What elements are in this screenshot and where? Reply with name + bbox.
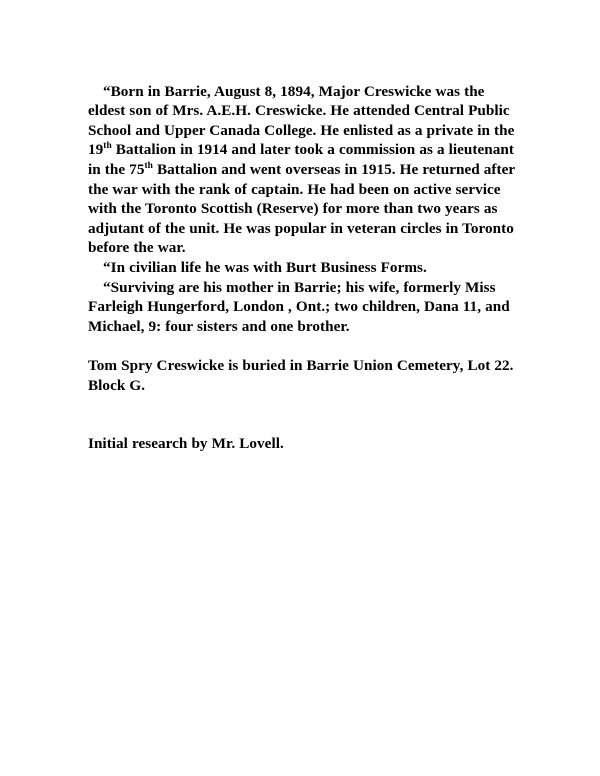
obituary-text-part-1: “Born in Barrie, August 8, 1894, Major Creswicke was the eldest son of Mrs. A.E.H. Creswicke. He attended Central Public School and Upper Canada College. He enlisted as a private in the 19 <box>88 82 515 159</box>
research-credit-paragraph: Initial research by Mr. Lovell. <box>88 435 284 453</box>
document-text-body <box>88 62 516 454</box>
ordinal-suffix-75th: th <box>144 160 153 171</box>
ordinal-suffix-19th: th <box>103 141 112 152</box>
surviving-relatives-paragraph: “Surviving are his mother in Barrie; his wife, formerly Miss Farleigh Hungerford, London , Ont.; two children, Dana 11, and Michael, 9: four sisters and one brother. <box>88 278 510 335</box>
obituary-text-part-2: Battalion in 1914 and later took a commission as a lieutenant in the 75 <box>88 141 514 178</box>
civilian-life-paragraph: “In civilian life he was with Burt Business Forms. <box>103 258 427 276</box>
paragraph-spacer-1 <box>88 336 516 356</box>
paragraph-spacer-2 <box>88 395 516 434</box>
obituary-text-part-3: Battalion and went overseas in 1915. He returned after the war with the rank of captain. He had been on active service with the Toronto Scottish (Reserve) for more than two years as adjutant of the unit. He was popular in veteran circles in Toronto before the war. <box>88 160 515 257</box>
burial-paragraph: Tom Spry Creswicke is buried in Barrie Union Cemetery, Lot 22. Block G. <box>88 356 514 394</box>
obituary-paragraph <box>88 82 516 258</box>
